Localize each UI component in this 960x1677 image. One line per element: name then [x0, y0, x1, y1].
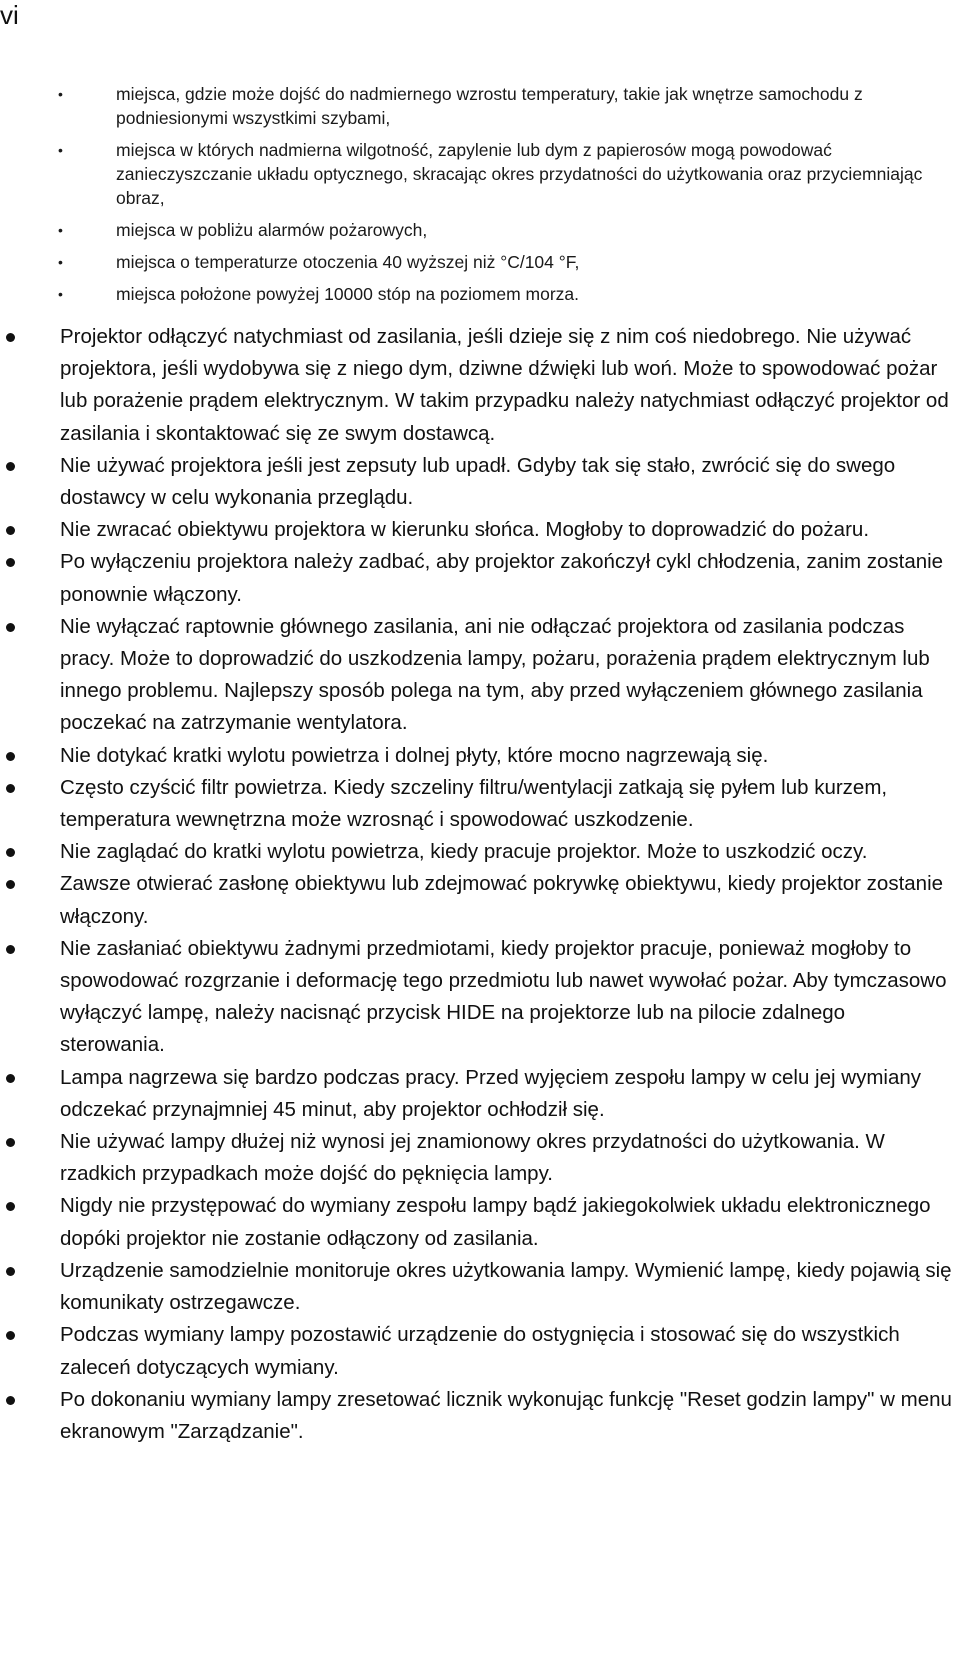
list-item: [0, 1319, 960, 1383]
sub-list-item: [0, 138, 960, 210]
bullet-icon: •: [58, 286, 63, 302]
item-text: Lampa nagrzewa się bardzo podczas pracy. Przed wyjęciem zespołu lampy w celu jej wymiany odczekać przynajmniej 45 minut, aby projektor ochłodził się.: [60, 1065, 921, 1121]
list-item: [0, 1255, 960, 1319]
sub-item-text: miejsca o temperaturze otoczenia 40 wyższej niż °C/104 °F,: [116, 252, 580, 272]
sub-bullet-list: [0, 82, 960, 314]
item-text: Nie zaglądać do kratki wylotu powietrza, kiedy pracuje projektor. Może to uszkodzić oczy.: [60, 840, 868, 864]
list-item: [0, 868, 960, 932]
bullet-dot-icon: [6, 623, 15, 632]
item-text: Po dokonaniu wymiany lampy zresetować licznik wykonując funkcję "Reset godzin lampy" w menu ekranowym "Zarządzanie".: [60, 1387, 952, 1443]
sub-item-text: miejsca w których nadmierna wilgotność, zapylenie lub dym z papierosów mogą powodować zanieczyszczanie układu optycznego, skracając okres przydatności do użytkowania oraz przyciemniając obraz,: [116, 140, 923, 208]
bullet-dot-icon: [6, 1267, 15, 1276]
bullet-dot-icon: [6, 945, 15, 954]
sub-list-item: [0, 82, 960, 130]
item-text: Urządzenie samodzielnie monitoruje okres użytkowania lampy. Wymienić lampę, kiedy pojawią się komunikaty ostrzegawcze.: [60, 1258, 952, 1315]
bullet-dot-icon: [6, 1396, 15, 1405]
item-text: Często czyścić filtr powietrza. Kiedy szczeliny filtru/wentylacji zatkają się pyłem lub kurzem, temperatura wewnętrzna może wzrosnąć i spowodować uszkodzenie.: [60, 775, 888, 832]
list-item: [0, 1190, 960, 1254]
bullet-icon: •: [58, 254, 63, 270]
list-item: [0, 514, 960, 546]
sub-list-item: [0, 282, 960, 306]
list-item: [0, 450, 960, 514]
sub-item-text: miejsca, gdzie może dojść do nadmiernego wzrostu temperatury, takie jak wnętrze samochodu z podniesionymi wszystkimi szybami,: [116, 84, 863, 128]
item-text: Nie zasłaniać obiektywu żadnymi przedmiotami, kiedy projektor pracuje, ponieważ mogłoby to spowodować rozgrzanie i deformację tego przedmiotu lub nawet wywołać pożar. Aby tymczasowo wyłączyć lampę, należy nacisnąć przycisk HIDE na projektorze lub na pilocie zdalnego sterowania.: [60, 936, 947, 1057]
bullet-dot-icon: [6, 462, 15, 471]
item-text: Nie używać lampy dłużej niż wynosi jej znamionowy okres przydatności do użytkowania. W rzadkich przypadkach może dojść do pęknięcia lampy.: [60, 1130, 885, 1186]
item-text: Nie zwracać obiektywu projektora w kierunku słońca. Mogłoby to doprowadzić do pożaru.: [60, 518, 870, 542]
bullet-dot-icon: [6, 333, 15, 342]
bullet-icon: •: [58, 222, 63, 238]
item-text: Po wyłączeniu projektora należy zadbać, aby projektor zakończył cykl chłodzenia, zanim zostanie ponownie włączony.: [60, 550, 944, 606]
list-item: [0, 1062, 960, 1126]
item-text: Projektor odłączyć natychmiast od zasilania, jeśli dzieje się z nim coś niedobrego. Nie używać projektora, jeśli wydobywa się z niego dym, dziwne dźwięki lub woń. Może to spowodować pożar lub porażenie prądem elektrycznym. W takim przypadku należy natychmiast odłączyć projektor od zasilania i skontaktować się ze swym dostawcą.: [60, 325, 949, 445]
item-text: Nie dotykać kratki wylotu powietrza i dolnej płyty, które mocno nagrzewają się.: [60, 743, 769, 767]
sub-list-item: [0, 218, 960, 242]
bullet-dot-icon: [6, 1138, 15, 1147]
bullet-dot-icon: [6, 848, 15, 857]
list-item: [0, 836, 960, 868]
list-item: [0, 933, 960, 1062]
safety-bullet-list: [0, 321, 960, 1448]
bullet-dot-icon: [6, 1074, 15, 1083]
list-item: [0, 546, 960, 610]
item-text: Zawsze otwierać zasłonę obiektywu lub zdejmować pokrywkę obiektywu, kiedy projektor zostanie włączony.: [60, 872, 944, 928]
item-text: Nigdy nie przystępować do wymiany zespołu lampy bądź jakiegokolwiek układu elektronicznego dopóki projektor nie zostanie odłączony od zasilania.: [60, 1194, 931, 1250]
item-text: Nie wyłączać raptownie głównego zasilania, ani nie odłączać projektora od zasilania podczas pracy. Może to doprowadzić do uszkodzenia lampy, pożaru, porażenia prądem elektrycznym lub innego problemu. Najlepszy sposób polega na tym, aby przed wyłączeniem głównego zasilania poczekać na zatrzymanie wentylatora.: [60, 614, 930, 735]
bullet-icon: •: [58, 86, 63, 102]
list-item: [0, 321, 960, 450]
item-text: Podczas wymiany lampy pozostawić urządzenie do ostygnięcia i stosować się do wszystkich zaleceń dotyczących wymiany.: [60, 1323, 900, 1379]
bullet-dot-icon: [6, 558, 15, 567]
list-item: [0, 1126, 960, 1190]
bullet-dot-icon: [6, 880, 15, 889]
list-item: [0, 1384, 960, 1448]
bullet-icon: •: [58, 142, 63, 158]
bullet-dot-icon: [6, 752, 15, 761]
bullet-dot-icon: [6, 1202, 15, 1211]
sub-item-text: miejsca położone powyżej 10000 stóp na poziomem morza.: [116, 284, 580, 304]
bullet-dot-icon: [6, 526, 15, 535]
page-number: vi: [0, 0, 19, 30]
list-item: [0, 740, 960, 772]
sub-list-item: [0, 250, 960, 274]
bullet-dot-icon: [6, 1331, 15, 1340]
bullet-dot-icon: [6, 784, 15, 793]
sub-item-text: miejsca w pobliżu alarmów pożarowych,: [116, 220, 428, 240]
list-item: [0, 611, 960, 740]
item-text: Nie używać projektora jeśli jest zepsuty lub upadł. Gdyby tak się stało, zwrócić się do swego dostawcy w celu wykonania przeglądu.: [60, 453, 896, 510]
list-item: [0, 772, 960, 836]
